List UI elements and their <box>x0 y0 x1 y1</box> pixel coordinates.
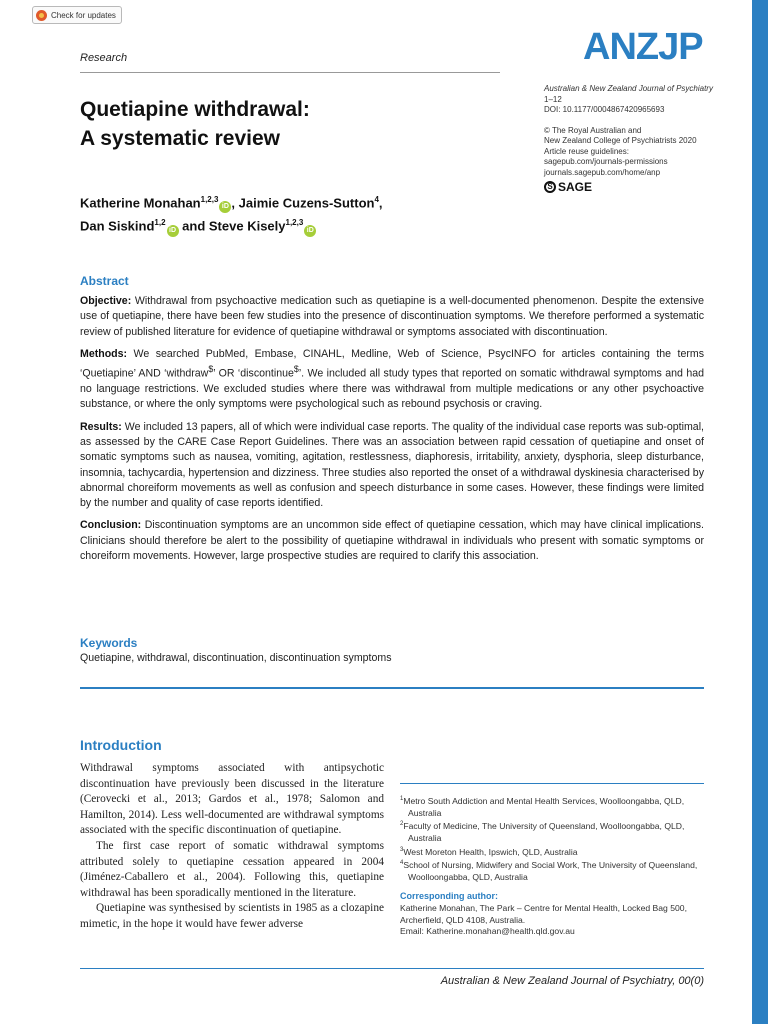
methods-text-a: We searched PubMed, Embase, CINAHL, Medline, Web of Science, PsycINFO for articles containing the terms ‘Quetiapine’ AND ‘withdraw <box>80 347 704 380</box>
methods-label: Methods: <box>80 347 128 360</box>
objective-text: Withdrawal from psychoactive medication such as quetiapine is a well-documented phenomenon. Despite the extensive use of quetiapine, there have been few studies into the presence of discontinuation symptoms. We therefore performed a systematic review of published literature for evidence of quetiapine withdrawal or symptoms associated with discontinuation. <box>80 295 704 338</box>
results-text: We included 13 papers, all of which were individual case reports. The quality of the individual case reports was sub-optimal, as assessed by the CARE Case Report Guidelines. There was an association between rapid cessation of quetiapine and onset of somatic symptoms such as nausea, vomiting, agitation, restlessness, diaphoresis, irritability, anxiety, dysphoria, sleep disturbance, insomnia, tachycardia, hypertension and dizziness. Three studies also reported the onset of a withdrawal dyskinesia characterised by abnormal choreiform movements as well as confusion and speech disturbance in some cases. However, these findings were limited by the number and quality of case reports identified. <box>80 420 704 510</box>
author-name[interactable]: Jaimie Cuzens-Sutton <box>238 195 375 211</box>
affiliation-item: $^2$Faculty of Medicine, The University of Queensland, Woolloongabba, QLD, Australia <box>400 821 685 843</box>
journal-color-bar <box>752 0 768 1024</box>
journal-name: Australian & New Zealand Journal of Psychiatry <box>544 84 713 93</box>
results-label: Results: <box>80 420 122 433</box>
footer-divider <box>80 968 704 969</box>
abstract-methods <box>80 347 704 413</box>
affiliation-item: $^4$School of Nursing, Midwifery and Social Work, The University of Queensland, Woolloongabba, QLD, Australia <box>400 859 698 882</box>
copyright-line-1: © The Royal Australian and <box>544 125 642 135</box>
orcid-icon[interactable]: iD <box>219 201 231 213</box>
introduction-heading: Introduction <box>80 737 162 753</box>
title-line-2: A systematic review <box>80 127 281 150</box>
copyright-line-2: New Zealand College of Psychiatrists 2020 <box>544 136 697 145</box>
check-for-updates-button[interactable] <box>32 6 122 24</box>
author-list: Katherine Monahan$^{1,2,3}$iD , Jaimie Cuzens-Sutton$^4$, Dan Siskind$^{1,2}$iD and Steve Kisely$^{1,2,3}$iD <box>80 190 520 237</box>
intro-paragraph: The first case report of somatic withdrawal symptoms attributed solely to quetiapine cessation appeared in 2004 (Jiménez-Caballero et al., 2004). Following this, quetiapine withdrawal has been sporadically mentioned in the literature. <box>80 839 384 899</box>
author-name[interactable]: Dan Siskind <box>80 218 155 234</box>
introduction-body <box>80 761 384 933</box>
affiliation-item: $^1$Metro South Addiction and Mental Health Services, Woolloongabba, QLD, Australia <box>400 795 685 818</box>
abstract-results <box>80 420 704 512</box>
journal-home-link[interactable]: journals.sagepub.com/home/anp <box>544 167 661 177</box>
author-name[interactable]: Steve Kisely <box>208 218 286 234</box>
conclusion-label: Conclusion: <box>80 519 142 532</box>
page-range: 1–12 <box>544 94 562 104</box>
corresponding-author-heading: Corresponding author: <box>400 891 498 902</box>
page-footer: Australian & New Zealand Journal of Psychiatry, 00(0) <box>440 975 704 987</box>
abstract-body <box>80 294 704 571</box>
intro-paragraph: Withdrawal symptoms associated with antipsychotic discontinuation have previously been discussed in the literature (Cerovecki et al., 2013; Gardos et al., 1978; Salomon and Hamilton, 2014). Less well-documented are withdrawal symptoms associated with the specific discontinuation of quetiapine. <box>80 762 384 837</box>
objective-label: Objective: <box>80 295 132 307</box>
reuse-label: Article reuse guidelines: <box>544 146 629 156</box>
wildcard-sup: $ <box>208 364 214 375</box>
author-affiliation-sup: 1,2 <box>154 218 166 228</box>
corresponding-author-address: Katherine Monahan, The Park – Centre for Mental Health, Locked Bag 500, Archerfield, QLD 4108, Australia. <box>400 903 687 925</box>
check-for-updates-label: Check for updates <box>51 10 116 20</box>
abstract-objective <box>80 294 704 340</box>
sage-icon: S <box>544 181 556 193</box>
affiliations <box>400 794 704 938</box>
keywords-divider <box>80 687 704 689</box>
author-affiliation-sup: 1,2,3 <box>285 218 304 228</box>
intro-paragraph: Quetiapine was synthesised by scientists in 1985 as a clozapine mimetic, in the hope it would have fewer adverse <box>80 902 384 930</box>
keywords-text: Quetiapine, withdrawal, discontinuation, discontinuation symptoms <box>80 652 392 664</box>
abstract-conclusion <box>80 518 704 564</box>
affiliation-item: $^3$West Moreton Health, Ipswich, QLD, Australia <box>400 846 578 857</box>
methods-text-c: ’. We included all study types that reported on somatic withdrawal symptoms and had no language restrictions. We excluded studies where there was withdrawal from multiple medications or any other psychoactive substance, or where the only symptoms were psychological such as rebound psychosis or craving. <box>80 367 704 411</box>
title-line-1: Quetiapine withdrawal: <box>80 98 310 121</box>
author-name[interactable]: Katherine Monahan <box>80 195 201 211</box>
orcid-icon[interactable]: iD <box>167 225 179 237</box>
conclusion-text: Discontinuation symptoms are an uncommon side effect of quetiapine cessation, which may have clinical implications. Clinicians should therefore be alert to the possibility of quetiapine withdrawal in individuals who present with somatic symptoms or choreiform movements. However, large prospective studies are required to clarify this association. <box>80 519 704 562</box>
wildcard-sup: $ <box>293 364 299 375</box>
journal-meta <box>544 84 744 193</box>
publisher-logo <box>544 181 744 193</box>
crossmark-icon <box>36 10 47 21</box>
author-affiliation-sup: 4 <box>374 195 379 204</box>
journal-logo: ANZJP <box>583 26 703 68</box>
methods-text-b: ’ OR ‘discontinue <box>213 367 294 380</box>
article-section-label: Research <box>80 52 128 64</box>
author-affiliation-sup: 1,2,3 <box>200 195 219 204</box>
corresponding-author-email[interactable]: Email: Katherine.monahan@health.qld.gov.au <box>400 926 575 937</box>
keywords-heading: Keywords <box>80 636 138 650</box>
article-title <box>80 95 310 153</box>
doi[interactable]: DOI: 10.1177/0004867420965693 <box>544 105 665 114</box>
publisher-name: SAGE <box>558 179 593 194</box>
orcid-icon[interactable]: iD <box>304 225 316 237</box>
header-divider <box>80 72 500 73</box>
abstract-heading: Abstract <box>80 274 129 288</box>
permissions-link[interactable]: sagepub.com/journals-permissions <box>544 157 668 166</box>
affiliations-divider <box>400 783 704 784</box>
